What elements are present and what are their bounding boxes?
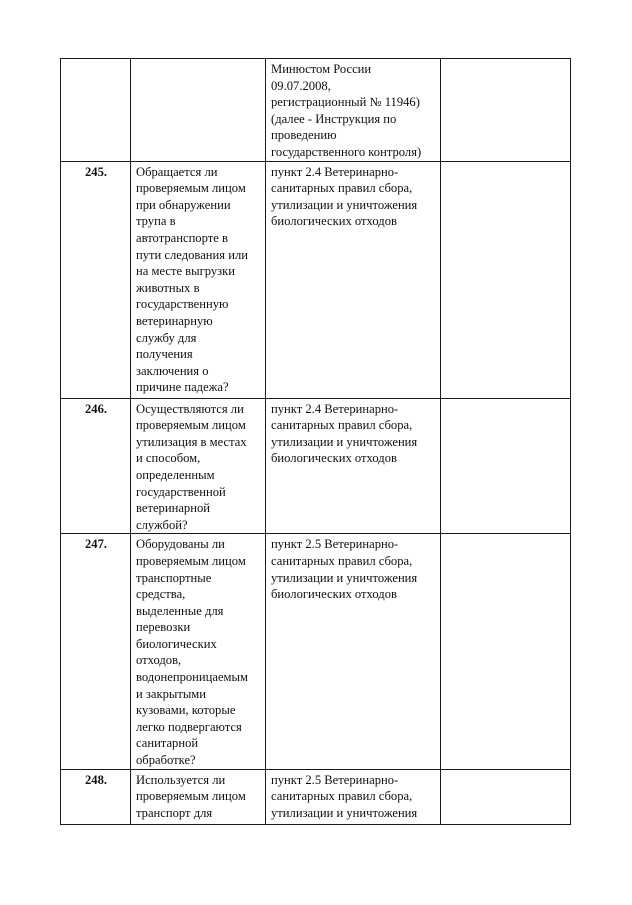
note-cell	[441, 161, 571, 398]
row-number-cell	[61, 59, 131, 162]
row-number-cell: 245.	[61, 161, 131, 398]
question-cell: Обращается ли проверяемым лицом при обнаружении трупа в автотранспорте в пути следования или на месте выгрузки животных в государственную ветеринарную службу для получения заключения о причине падежа?	[131, 161, 266, 398]
question-cell: Осуществляются ли проверяемым лицом утилизация в местах и способом, определенным государственной ветеринарной службой?	[131, 398, 266, 534]
row-number-cell: 247.	[61, 534, 131, 769]
reference-cell: пункт 2.4 Ветеринарно- санитарных правил сбора, утилизации и уничтожения биологических отходов	[266, 161, 441, 398]
inspection-checklist-table	[60, 58, 571, 825]
question-cell: Оборудованы ли проверяемым лицом транспортные средства, выделенные для перевозки биологических отходов, водонепроницаемым и закрытыми кузовами, которые легко подвергаются санитарной обработке?	[131, 534, 266, 769]
reference-cell: пункт 2.4 Ветеринарно- санитарных правил сбора, утилизации и уничтожения биологических отходов	[266, 398, 441, 534]
note-cell	[441, 769, 571, 824]
row-number-cell: 248.	[61, 769, 131, 824]
reference-cell: Минюстом России 09.07.2008, регистрационный № 11946) (далее - Инструкция по проведению государственного контроля)	[266, 59, 441, 162]
reference-cell: пункт 2.5 Ветеринарно- санитарных правил сбора, утилизации и уничтожения	[266, 769, 441, 824]
table-row	[61, 534, 571, 769]
table-row	[61, 398, 571, 534]
row-number-cell: 246.	[61, 398, 131, 534]
note-cell	[441, 398, 571, 534]
note-cell	[441, 534, 571, 769]
table-row	[61, 769, 571, 824]
reference-cell: пункт 2.5 Ветеринарно- санитарных правил сбора, утилизации и уничтожения биологических отходов	[266, 534, 441, 769]
question-cell: Используется ли проверяемым лицом транспорт для	[131, 769, 266, 824]
question-cell	[131, 59, 266, 162]
table-row	[61, 59, 571, 162]
table-row	[61, 161, 571, 398]
note-cell	[441, 59, 571, 162]
